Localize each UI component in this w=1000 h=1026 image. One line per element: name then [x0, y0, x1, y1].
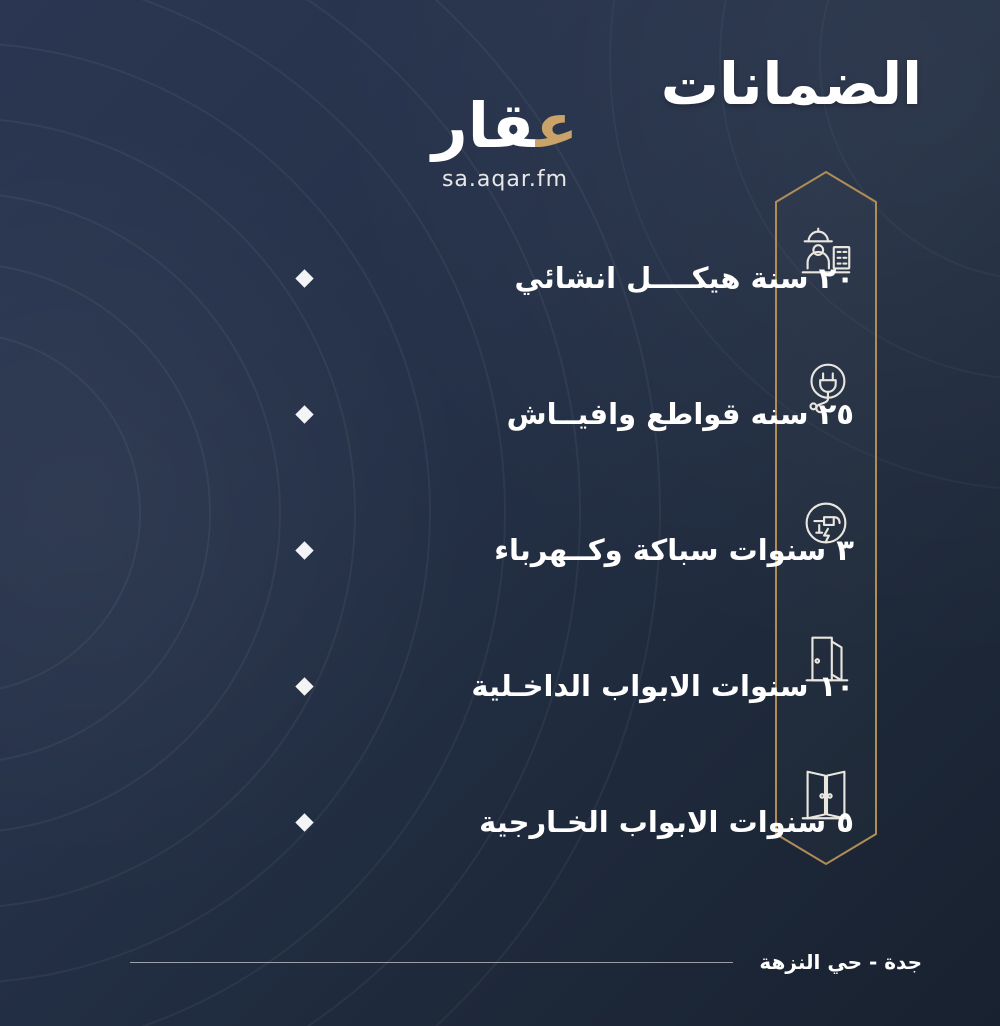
footer-divider: [130, 962, 733, 963]
page-title: الضمانات: [660, 50, 922, 118]
warranty-text: ٣ سنوات سباكة وكــهرباء: [494, 533, 854, 567]
footer-location: جدة - حي النزهة: [759, 950, 922, 974]
warranty-text: ١٠ سنوات الابواب الداخـلية: [471, 669, 854, 703]
logo-wordmark-rest: قار: [432, 89, 536, 162]
list-item: [292, 346, 882, 482]
logo-wordmark-accent: ع: [535, 89, 578, 162]
footer: [0, 942, 1000, 982]
warranty-text: ٢٠ سنة هيكــــل انشائي: [514, 261, 854, 295]
warranty-text: ٢٥ سنه قواطع وافيــاش: [506, 397, 854, 431]
logo-domain: sa.aqar.fm: [441, 167, 569, 192]
warranty-text: ٥ سنوات الابواب الخـارجية: [479, 805, 854, 839]
list-item: [292, 754, 882, 890]
brand-logo: [415, 89, 595, 192]
list-item: [292, 618, 882, 754]
list-item: [292, 482, 882, 618]
logo-wordmark: [415, 89, 595, 162]
warranty-list: [292, 210, 882, 890]
list-item: [292, 210, 882, 346]
